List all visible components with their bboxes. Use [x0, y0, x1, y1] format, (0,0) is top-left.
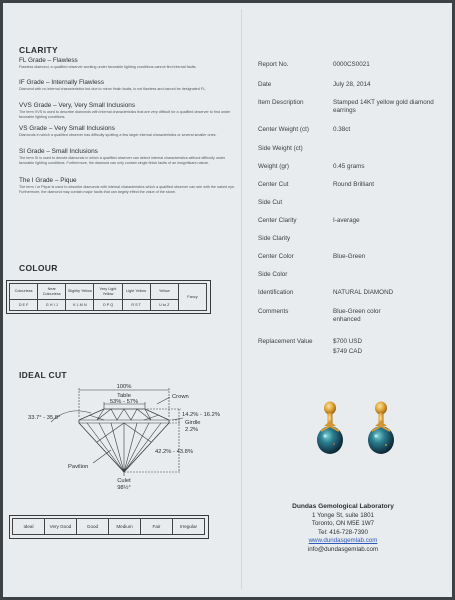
field-value: Round Brilliant — [333, 181, 374, 188]
cut-scale-table — [12, 518, 205, 535]
colour-col-name: Yellow — [150, 284, 178, 300]
colour-col-name: Near Colourless — [38, 284, 66, 300]
colour-col-grades: R S T — [122, 300, 150, 311]
colour-heading: COLOUR — [19, 263, 58, 273]
field-value: $700 USD — [333, 338, 363, 345]
lab-address-line1: 1 Yonge St, suite 1801 — [312, 511, 374, 519]
crown-height-label: 14.2% - 16.2% — [182, 412, 221, 418]
grade-description: The term I or Pique is used to describe diamonds with internal characteristics which a qualified observer can see with the naked eye. Furthermore, the diamond may contain major faults that can largely effect the value of the stone. — [19, 185, 236, 194]
field-label: Side Weight (ct) — [258, 145, 303, 152]
ideal-cut-heading: IDEAL CUT — [19, 370, 67, 380]
cut-grade: Good — [77, 519, 109, 535]
girdle-percent-label: 2.2% — [185, 427, 199, 433]
lab-contact — [258, 503, 428, 554]
crown-label: Crown — [172, 394, 189, 400]
colour-col-grades: U to Z — [150, 300, 178, 311]
appraisal-report — [3, 3, 452, 597]
culet-angle-label: 98½° — [117, 485, 131, 491]
colour-col-grades: K L M N — [66, 300, 94, 311]
colour-col-name: Very Light Yellow — [94, 284, 122, 300]
grade-description: Diamond with no internal characteristics but due to minor finish faults, is not flawless and cannot be designated FL. — [19, 87, 207, 91]
field-value: 0000CS0021 — [333, 61, 370, 68]
field-label: Center Weight (ct) — [258, 126, 309, 133]
table-label: Table — [117, 393, 131, 399]
colour-col-name: Slightly Yellow — [66, 284, 94, 300]
girdle-label: Girdle — [185, 420, 201, 426]
colour-col-grades: D E F — [10, 300, 38, 311]
lab-name: Dundas Gemological Laboratory — [292, 503, 394, 510]
pavilion-label: Pavilion — [68, 464, 89, 470]
field-label: Date — [258, 81, 272, 88]
table-range-label: 53% - 57% — [109, 399, 139, 405]
field-label: Center Color — [258, 253, 294, 260]
lab-email[interactable]: info@dundasgemlab.com — [307, 545, 379, 553]
clarity-heading: CLARITY — [19, 45, 58, 55]
culet-label: Culet — [117, 478, 131, 484]
field-value: July 28, 2014 — [333, 81, 371, 88]
field-value: Blue-Green — [333, 253, 366, 260]
field-value: 0.45 grams — [333, 163, 365, 170]
cut-grade: Very Good — [45, 519, 77, 535]
table-percent-label: 100% — [116, 384, 132, 390]
clarity-grade-if — [19, 79, 237, 92]
field-label: Identification — [258, 289, 294, 296]
clarity-grade-vs — [19, 125, 237, 138]
field-label: Comments — [258, 308, 289, 315]
field-label: Report No. — [258, 61, 289, 68]
pavilion-depth-label: 42.2% - 43.8% — [155, 449, 194, 455]
field-label: Replacement Value — [258, 338, 313, 345]
ideal-cut-diagram — [7, 382, 237, 492]
colour-col-name: Light Yellow — [122, 284, 150, 300]
field-label: Side Color — [258, 271, 288, 278]
colour-col-grades: G H I J — [38, 300, 66, 311]
crown-angle-label: 33.7° - 35.8° — [28, 415, 61, 421]
earrings-photo — [303, 388, 413, 468]
lab-address-line2: Toronto, ON M5E 1W7 — [311, 520, 375, 527]
field-value: NATURAL DIAMOND — [333, 289, 394, 296]
grade-title: FL Grade – Flawless — [19, 57, 78, 64]
cut-grade: Fair — [141, 519, 173, 535]
grade-description: The term VVS is used to describe diamonds with internal characteristics that are very difficult for a qualified observer to find under favorable lighting conditions. — [19, 110, 231, 119]
grade-description: Flawless diamond, a qualified observer working under favorable lighting conditions cannot find internal faults. — [19, 65, 197, 69]
colour-col-name: Colourless — [10, 284, 38, 300]
clarity-grade-fl — [19, 57, 237, 70]
cut-scale — [9, 515, 209, 539]
field-value: I-average — [333, 217, 360, 224]
grade-title: SI Grade – Small Inclusions — [19, 148, 98, 155]
colour-scale-table — [9, 283, 207, 311]
field-label: Item Description — [258, 99, 304, 106]
grade-title: VS Grade – Very Small Inclusions — [19, 125, 115, 132]
grade-description: Diamonds in which a qualified observer has difficulty spotting a few larger internal characteristics or several smaller ones. — [19, 133, 217, 137]
clarity-grade-i — [19, 177, 237, 195]
cut-grade: Irregular — [173, 519, 205, 535]
field-value: Blue-Green color enhanced — [333, 308, 381, 323]
colour-col-grades: O P Q — [94, 300, 122, 311]
clarity-grade-vvs — [19, 102, 237, 120]
field-label: Side Cut — [258, 199, 283, 206]
grade-description: The term SI is used to denote diamonds in which a qualified observer can detect internal characteristics without difficulty under favorable lighting conditions. Furthermore, the diamond can only contain single finish faults of an insignificant nature. — [19, 156, 226, 165]
colour-col-name: Fancy — [178, 284, 206, 311]
field-label: Side Clarity — [258, 235, 291, 242]
field-value: $749 CAD — [333, 348, 363, 355]
field-label: Center Cut — [258, 181, 289, 188]
colour-scale — [6, 280, 211, 314]
grade-title: VVS Grade – Very, Very Small Inclusions — [19, 102, 136, 109]
report-details — [241, 3, 452, 363]
lab-website-link[interactable]: www.dundasgemlab.com — [308, 537, 378, 544]
field-value: 0.38ct — [333, 126, 351, 133]
clarity-grade-si — [19, 148, 237, 166]
lab-phone: Tel: 416-728-7390 — [318, 528, 368, 536]
cut-grade: Ideal — [13, 519, 45, 535]
field-value: Stamped 14KT yellow gold diamond earrings — [333, 99, 434, 114]
grade-title: IF Grade – Internally Flawless — [19, 79, 104, 86]
grade-title: The I Grade – Pique — [19, 177, 77, 184]
cut-grade: Medium — [109, 519, 141, 535]
field-label: Center Clarity — [258, 217, 297, 224]
field-label: Weight (gr) — [258, 163, 290, 170]
